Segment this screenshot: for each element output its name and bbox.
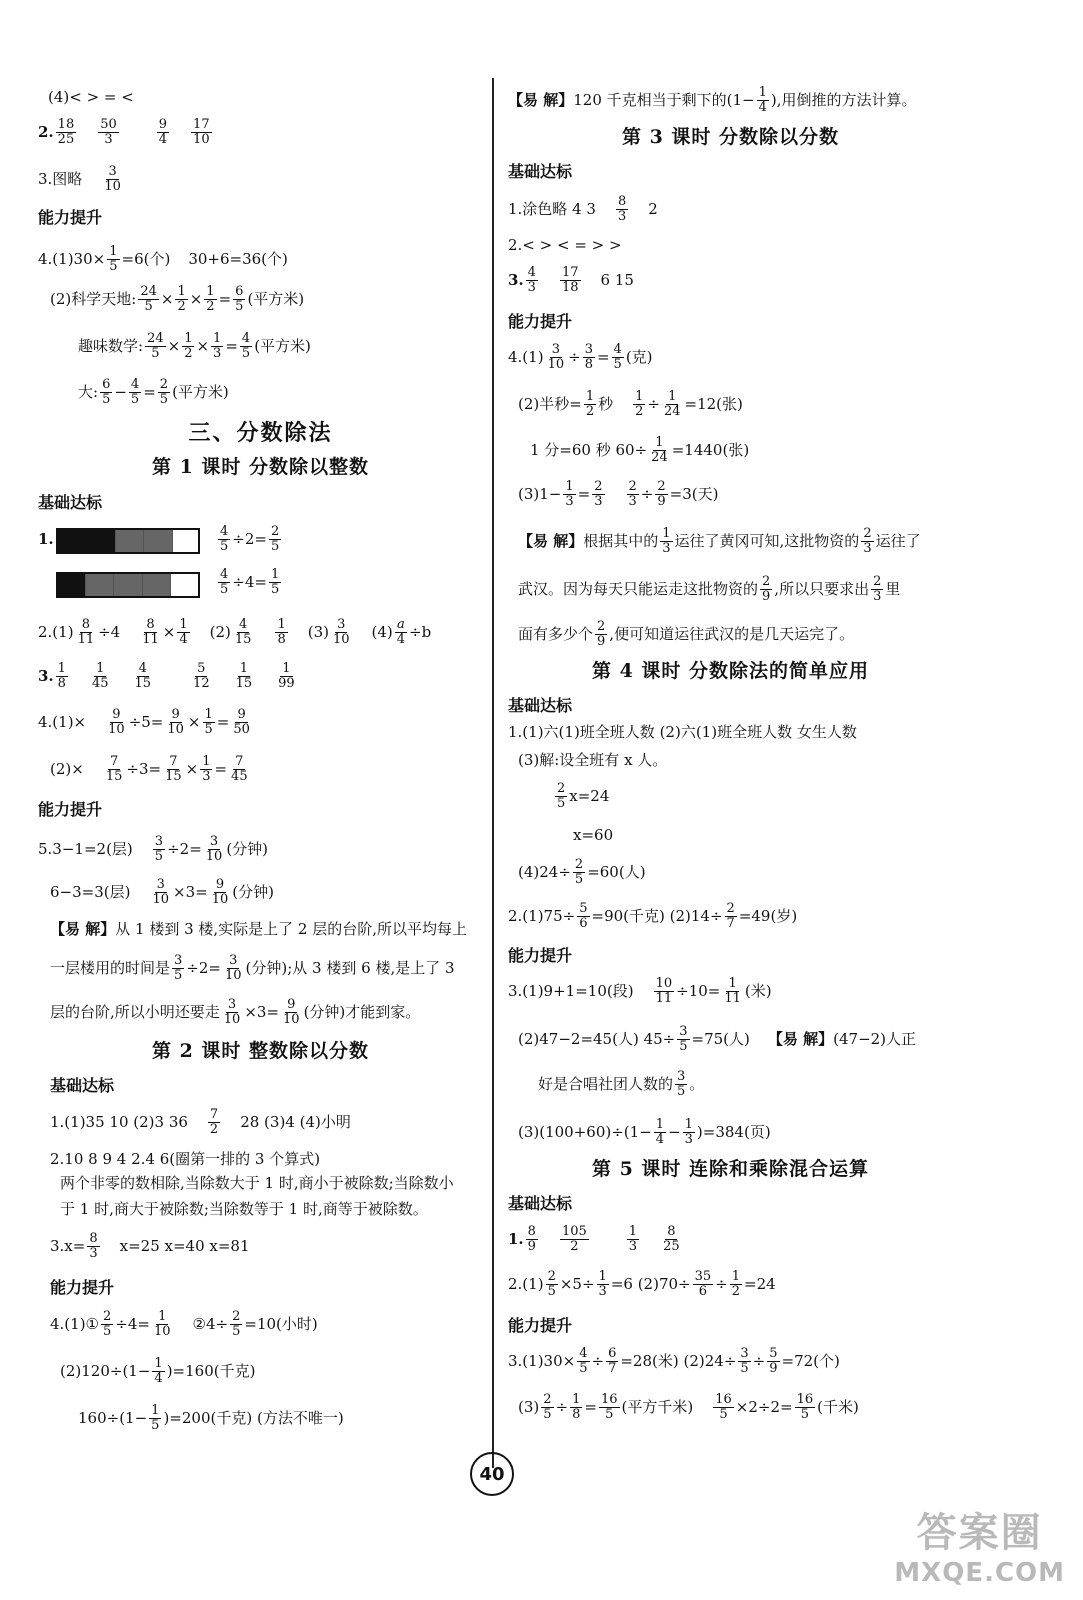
fraction: $\frac{9}{10}$ xyxy=(167,707,184,737)
fraction: $\frac{1}{8}$ xyxy=(572,1392,581,1422)
fraction: $\frac{a}{4}$ xyxy=(396,617,406,647)
column-divider xyxy=(492,78,494,1468)
answer-line: 1. $\frac{8}{9}$ $\frac{105}{2}$ $\frac{1}{3}$ $\frac{8}{25}$ xyxy=(508,1224,680,1254)
fraction: $\frac{1}{15}$ xyxy=(235,661,253,691)
fraction: $\frac{1}{5}$ xyxy=(151,1403,160,1433)
answer-line: 1.(1)六(1)班全班人数 (2)六(1)班全班人数 女生人数 xyxy=(508,723,857,741)
fraction: $\frac{8}{9}$ xyxy=(527,1224,536,1254)
lesson-title: 第 4 课时 分数除法的简单应用 xyxy=(591,660,870,682)
fraction: $\frac{1}{3}$ xyxy=(628,1224,638,1254)
fraction-bar-diagram xyxy=(56,572,200,598)
fraction: $\frac{4}{15}$ xyxy=(234,617,252,647)
fraction: $\frac{16}{5}$ xyxy=(796,1392,814,1422)
fraction: $\frac{1}{3}$ xyxy=(565,479,574,509)
fraction: $\frac{24}{5}$ xyxy=(140,284,157,314)
answer-line: 3. $\frac{4}{3}$ $\frac{17}{18}$ 6 15 xyxy=(508,265,634,295)
fraction: $\frac{1}{8}$ xyxy=(277,617,286,647)
fraction: $\frac{9}{10}$ xyxy=(108,707,125,737)
fraction: $\frac{1}{3}$ xyxy=(662,526,671,556)
answer-line: (4)24÷ $\frac{2}{5}$ =60(人) xyxy=(518,857,646,887)
answer-line: $\frac{4}{5}$ ÷4= $\frac{1}{5}$ xyxy=(220,567,280,597)
fraction: $\frac{1}{10}$ xyxy=(153,1309,171,1339)
explanation-line: 好是合唱社团人数的 $\frac{3}{5}$ 。 xyxy=(538,1069,705,1099)
fraction: $\frac{6}{5}$ xyxy=(235,284,244,314)
section-heading: 基础达标 xyxy=(508,696,573,715)
answer-line: 3.(1)30× $\frac{4}{5}$ ÷ $\frac{6}{7}$ =28(米) (2)24÷ $\frac{3}{5}$ ÷ $\frac{5}{9}$ =72(个) xyxy=(508,1346,840,1376)
section-heading: 能力提升 xyxy=(38,208,103,227)
explanation-line: 面有多少个 $\frac{2}{9}$ ,便可知道运往武汉的是几天运完了。 xyxy=(518,619,855,649)
fraction: $\frac{1}{2}$ xyxy=(585,389,595,419)
answer-line: (4)< > = < xyxy=(48,88,134,106)
section-heading: 能力提升 xyxy=(38,800,103,819)
fraction: $\frac{17}{18}$ xyxy=(561,265,579,295)
section-heading: 基础达标 xyxy=(508,162,573,181)
fraction: $\frac{8}{3}$ xyxy=(89,1231,98,1261)
fraction: $\frac{2}{5}$ xyxy=(557,781,566,811)
fraction: $\frac{5}{9}$ xyxy=(769,1346,778,1376)
fraction: $\frac{3}{10}$ xyxy=(205,834,223,864)
fraction: $\frac{18}{25}$ xyxy=(57,117,75,147)
answer-line: 2. $\frac{18}{25}$ $\frac{50}{3}$ $\frac{9}{4}$ $\frac{17}{10}$ xyxy=(38,117,210,147)
answer-line: 4.(1) $\frac{3}{10}$ ÷ $\frac{3}{8}$ = $\frac{4}{5}$ (克) xyxy=(508,342,653,372)
fraction: $\frac{1}{11}$ xyxy=(724,976,741,1006)
fraction: $\frac{4}{5}$ xyxy=(220,524,229,554)
answer-line: 1. xyxy=(38,530,54,548)
fraction: $\frac{5}{12}$ xyxy=(193,661,210,691)
answer-line: 趣味数学: $\frac{24}{5}$ × $\frac{1}{2}$ × $\frac{1}{3}$ = $\frac{4}{5}$ (平方米) xyxy=(78,331,311,361)
watermark xyxy=(894,1501,1065,1588)
fraction: $\frac{2}{5}$ xyxy=(103,1309,112,1339)
fraction: $\frac{4}{5}$ xyxy=(613,342,622,372)
fraction: $\frac{2}{3}$ xyxy=(628,479,637,509)
fraction: $\frac{1}{2}$ xyxy=(206,284,215,314)
fraction: $\frac{1}{2}$ xyxy=(184,331,193,361)
fraction: $\frac{4}{5}$ xyxy=(579,1346,588,1376)
fraction: $\frac{105}{2}$ xyxy=(561,1224,587,1254)
fraction: $\frac{4}{15}$ xyxy=(134,661,152,691)
fraction: $\frac{3}{10}$ xyxy=(223,997,241,1027)
section-heading: 能力提升 xyxy=(50,1278,115,1297)
answer-line: 1.涂色略 4 3 $\frac{8}{3}$ 2 xyxy=(508,194,658,224)
fraction: $\frac{16}{5}$ xyxy=(600,1392,618,1422)
fraction: $\frac{1}{3}$ xyxy=(213,331,222,361)
fraction: $\frac{3}{10}$ xyxy=(104,164,121,194)
fraction: $\frac{1}{3}$ xyxy=(598,1269,607,1299)
fraction: $\frac{2}{5}$ xyxy=(543,1392,552,1422)
answer-line: (3)(100+60)÷(1− $\frac{1}{4}$ − $\frac{1}{3}$ )=384(页) xyxy=(518,1117,771,1147)
answer-line: 2.(1) $\frac{2}{5}$ ×5÷ $\frac{1}{3}$ =6 (2)70÷ $\frac{35}{6}$ ÷ $\frac{1}{2}$ =24 xyxy=(508,1269,776,1299)
lesson-title: 第 3 课时 分数除以分数 xyxy=(621,126,840,148)
fraction: $\frac{3}{10}$ xyxy=(224,953,242,983)
fraction: $\frac{9}{50}$ xyxy=(233,707,250,737)
fraction: $\frac{2}{7}$ xyxy=(726,901,735,931)
fraction: $\frac{3}{10}$ xyxy=(547,342,565,372)
answer-line: 两个非零的数相除,当除数大于 1 时,商小于被除数;当除数小 xyxy=(60,1174,454,1192)
fraction: $\frac{9}{4}$ xyxy=(158,117,168,147)
answer-line: 2.< > < = > > xyxy=(508,236,622,254)
fraction: $\frac{3}{5}$ xyxy=(679,1024,688,1054)
answer-line: 3.(1)9+1=10(段) $\frac{10}{11}$ ÷10= $\frac{1}{11}$ (米) xyxy=(508,976,772,1006)
fraction: $\frac{1}{3}$ xyxy=(684,1117,693,1147)
fraction: $\frac{8}{11}$ xyxy=(142,617,159,647)
answer-line: (3)1− $\frac{1}{3}$ = $\frac{2}{3}$ $\frac{2}{3}$ ÷ $\frac{2}{9}$ =3(天) xyxy=(518,479,719,509)
answer-line: 6−3=3(层) $\frac{3}{10}$ ×3= $\frac{9}{10}$ (分钟) xyxy=(50,877,274,907)
fraction: $\frac{17}{10}$ xyxy=(193,117,210,147)
answer-line: $\frac{4}{5}$ ÷2= $\frac{2}{5}$ xyxy=(220,524,280,554)
fraction: $\frac{3}{5}$ xyxy=(677,1069,686,1099)
answer-line: (2)47−2=45(人) 45÷ $\frac{3}{5}$ =75(人) 【易 解】 (47−2)人正 xyxy=(518,1024,917,1054)
fraction: $\frac{2}{5}$ xyxy=(232,1309,241,1339)
fraction: $\frac{2}{9}$ xyxy=(597,619,606,649)
fraction: $\frac{2}{5}$ xyxy=(270,524,280,554)
fraction-bar-diagram xyxy=(56,528,200,554)
fraction: $\frac{3}{5}$ xyxy=(740,1346,749,1376)
fraction: $\frac{7}{15}$ xyxy=(105,754,123,784)
fraction: $\frac{5}{6}$ xyxy=(579,901,588,931)
fraction: $\frac{2}{9}$ xyxy=(762,574,771,604)
fraction: $\frac{1}{5}$ xyxy=(270,567,280,597)
fraction: $\frac{1}{5}$ xyxy=(109,244,118,274)
fraction: $\frac{2}{5}$ xyxy=(159,377,169,407)
fraction: $\frac{3}{5}$ xyxy=(174,953,183,983)
fraction: $\frac{1}{24}$ xyxy=(663,389,681,419)
fraction: $\frac{7}{2}$ xyxy=(209,1107,219,1137)
fraction: $\frac{4}{3}$ xyxy=(527,265,536,295)
answer-line: 5.3−1=2(层) $\frac{3}{5}$ ÷2= $\frac{3}{10}$ (分钟) xyxy=(38,834,269,864)
fraction: $\frac{7}{45}$ xyxy=(231,754,248,784)
fraction: $\frac{10}{11}$ xyxy=(655,976,673,1006)
explanation-line: 【易 解】 根据其中的 $\frac{1}{3}$ 运往了黄冈可知,这批物资的 $\frac{2}{3}$ 运往了 xyxy=(518,526,921,556)
answer-line: $\frac{2}{5}$ x=24 xyxy=(557,781,610,811)
fraction: $\frac{2}{3}$ xyxy=(873,574,882,604)
answer-line: (2)× $\frac{7}{15}$ ÷3= $\frac{7}{15}$ × $\frac{1}{3}$ = $\frac{7}{45}$ xyxy=(50,754,248,784)
fraction: $\frac{3}{10}$ xyxy=(152,877,170,907)
answer-line: 4.(1)① $\frac{2}{5}$ ÷4= $\frac{1}{10}$ ②4÷ $\frac{2}{5}$ =10(小时) xyxy=(50,1309,318,1339)
answer-line: (3) $\frac{2}{5}$ ÷ $\frac{1}{8}$ = $\frac{16}{5}$ (平方千米) $\frac{16}{5}$ ×2÷2= $\frac{16}{5}$ (千米) xyxy=(518,1392,859,1422)
watermark-title: 答案圈 xyxy=(916,1510,1043,1556)
fraction: $\frac{6}{5}$ xyxy=(102,377,111,407)
fraction: $\frac{4}{5}$ xyxy=(130,377,140,407)
answer-line: (2)半秒= $\frac{1}{2}$ 秒 $\frac{1}{2}$ ÷ $\frac{1}{24}$ =12(张) xyxy=(518,389,743,419)
answer-line: 4.(1)30× $\frac{1}{5}$ =6(个) 30+6=36(个) xyxy=(38,244,288,274)
answer-line: x=60 xyxy=(573,826,614,844)
fraction: $\frac{1}{5}$ xyxy=(204,707,213,737)
fraction: $\frac{3}{5}$ xyxy=(154,834,164,864)
section-heading: 能力提升 xyxy=(508,1316,573,1335)
section-heading: 基础达标 xyxy=(508,1194,573,1213)
fraction: $\frac{3}{10}$ xyxy=(332,617,350,647)
answer-line: 160÷(1− $\frac{1}{5}$ )=200(千克) (方法不唯一) xyxy=(78,1403,344,1433)
lesson-title: 第 1 课时 分数除以整数 xyxy=(151,456,370,478)
fraction: $\frac{1}{4}$ xyxy=(179,617,188,647)
fraction: $\frac{4}{5}$ xyxy=(220,567,229,597)
answer-line: 2.(1) $\frac{8}{11}$ ÷4 $\frac{8}{11}$ × $\frac{1}{4}$ (2) $\frac{4}{15}$ $\frac{1}{8}$ (3) $\frac{3}{10}$ (4) $\frac{a}{4}$ ÷b xyxy=(38,617,432,647)
explanation-line: 层的台阶,所以小明还要走 $\frac{3}{10}$ ×3= $\frac{9}{10}$ (分钟)才能到家。 xyxy=(50,997,421,1027)
explanation-line: 【易 解】 从 1 楼到 3 楼,实际是上了 2 层的台阶,所以平均每上 xyxy=(50,920,468,938)
section-heading: 能力提升 xyxy=(508,946,573,965)
chapter-title: 三、分数除法 xyxy=(188,420,333,446)
answer-line: 2.10 8 9 4 2.4 6(圈第一排的 3 个算式) xyxy=(50,1150,321,1168)
fraction: $\frac{1}{45}$ xyxy=(91,661,109,691)
answer-line: (2)120÷(1− $\frac{1}{4}$ )=160(千克) xyxy=(60,1356,256,1386)
answer-line: (3)解:设全班有 x 人。 xyxy=(518,751,668,769)
fraction: $\frac{2}{5}$ xyxy=(547,1269,556,1299)
fraction: $\frac{24}{5}$ xyxy=(147,331,164,361)
fraction: $\frac{8}{25}$ xyxy=(663,1224,680,1254)
lesson-title: 第 2 课时 整数除以分数 xyxy=(151,1040,370,1062)
lesson-title: 第 5 课时 连除和乘除混合运算 xyxy=(591,1158,870,1180)
fraction: $\frac{35}{6}$ xyxy=(694,1269,712,1299)
explanation-line: 一层楼用的时间是 $\frac{3}{5}$ ÷2= $\frac{3}{10}$ (分钟);从 3 楼到 6 楼,是上了 3 xyxy=(50,953,455,983)
fraction: $\frac{16}{5}$ xyxy=(715,1392,732,1422)
fraction: $\frac{1}{3}$ xyxy=(202,754,211,784)
fraction: $\frac{2}{3}$ xyxy=(594,479,603,509)
fraction: $\frac{7}{15}$ xyxy=(165,754,182,784)
fraction: $\frac{1}{24}$ xyxy=(651,435,668,465)
fraction: $\frac{1}{99}$ xyxy=(278,661,295,691)
answer-line: 3. $\frac{1}{8}$ $\frac{1}{45}$ $\frac{4}{15}$ $\frac{5}{12}$ $\frac{1}{15}$ $\frac{1}{99}$ xyxy=(38,661,295,691)
fraction: $\frac{2}{3}$ xyxy=(863,526,872,556)
section-heading: 基础达标 xyxy=(50,1076,115,1095)
answer-line: 3.图略 $\frac{3}{10}$ xyxy=(38,164,121,194)
fraction: $\frac{1}{2}$ xyxy=(731,1269,741,1299)
fraction: $\frac{9}{10}$ xyxy=(211,877,229,907)
fraction: $\frac{3}{8}$ xyxy=(584,342,593,372)
explanation-line: 武汉。因为每天只能运走这批物资的 $\frac{2}{9}$ ,所以只要求出 $\frac{2}{3}$ 里 xyxy=(518,574,901,604)
answer-line: 大: $\frac{6}{5}$ − $\frac{4}{5}$ = $\frac{2}{5}$ (平方米) xyxy=(78,377,229,407)
fraction: $\frac{1}{8}$ xyxy=(57,661,66,691)
answer-line: 3.x= $\frac{8}{3}$ x=25 x=40 x=81 xyxy=(50,1231,250,1261)
answer-line: 4.(1)× $\frac{9}{10}$ ÷5= $\frac{9}{10}$ × $\frac{1}{5}$ = $\frac{9}{50}$ xyxy=(38,707,250,737)
fraction: $\frac{1}{4}$ xyxy=(154,1356,163,1386)
section-heading: 能力提升 xyxy=(508,312,573,331)
fraction: $\frac{8}{3}$ xyxy=(617,194,627,224)
fraction: $\frac{50}{3}$ xyxy=(100,117,117,147)
answer-line: 1.(1)35 10 (2)3 36 $\frac{7}{2}$ 28 (3)4 (4)小明 xyxy=(50,1107,351,1137)
fraction: $\frac{8}{11}$ xyxy=(77,617,95,647)
fraction: $\frac{1}{2}$ xyxy=(177,284,186,314)
fraction: $\frac{6}{7}$ xyxy=(608,1346,617,1376)
answer-line: 1 分=60 秒 60÷ $\frac{1}{24}$ =1440(张) xyxy=(530,435,750,465)
fraction: $\frac{2}{9}$ xyxy=(657,479,666,509)
watermark-url: MXQE.COM xyxy=(894,1558,1065,1588)
fraction: $\frac{1}{2}$ xyxy=(635,389,644,419)
answer-line: 于 1 时,商大于被除数;当除数等于 1 时,商等于被除数。 xyxy=(60,1200,428,1218)
fraction: $\frac{1}{4}$ xyxy=(655,1117,665,1147)
explanation-line: 【易 解】 120 千克相当于剩下的(1− $\frac{1}{4}$ ),用倒推的方法计算。 xyxy=(508,85,917,115)
fraction: $\frac{9}{10}$ xyxy=(283,997,300,1027)
fraction: $\frac{1}{4}$ xyxy=(758,85,767,115)
fraction: $\frac{2}{5}$ xyxy=(574,857,584,887)
section-heading: 基础达标 xyxy=(38,493,103,512)
page-number: 40 xyxy=(470,1452,514,1496)
answer-line: 2.(1)75÷ $\frac{5}{6}$ =90(千克) (2)14÷ $\frac{2}{7}$ =49(岁) xyxy=(508,901,798,931)
fraction: $\frac{4}{5}$ xyxy=(241,331,251,361)
answer-line: (2)科学天地: $\frac{24}{5}$ × $\frac{1}{2}$ × $\frac{1}{2}$ = $\frac{6}{5}$ (平方米) xyxy=(50,284,305,314)
